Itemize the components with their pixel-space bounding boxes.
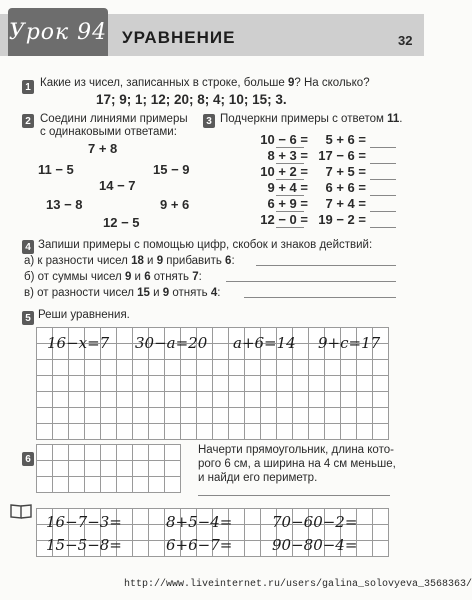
expression: 90−80−4=: [272, 536, 358, 554]
item-number: 4: [210, 287, 218, 299]
task-3-left-expr: [218, 148, 308, 163]
task-2-expr: 7 + 8: [88, 141, 118, 156]
task-2-number: 2: [22, 114, 34, 128]
task-3-right-text: 17 − 6 =: [318, 148, 366, 163]
task-2-expr: 14 − 7: [99, 178, 136, 193]
task-3-left-expr: [218, 196, 308, 211]
task-2-expr: 13 − 8: [46, 197, 83, 212]
answer-blank: [370, 211, 396, 212]
lesson-title: УРАВНЕНИЕ: [122, 28, 236, 47]
lesson-badge: [8, 8, 108, 56]
item-text: :: [198, 271, 202, 283]
task-3-right-text: 7 + 5 =: [325, 164, 366, 179]
task-3-right-expr: [300, 164, 366, 179]
item-text: и: [149, 287, 163, 299]
task-2-expr: 15 − 9: [153, 162, 190, 177]
task-3-number: 3: [203, 114, 215, 128]
book-icon: [10, 503, 34, 519]
task-3-left-text: 6 + 9 =: [267, 196, 308, 211]
task-6-grid[interactable]: [36, 444, 181, 493]
task-5-prompt: Реши уравнения.: [38, 309, 130, 321]
item-text: отнять: [150, 271, 193, 283]
answer-blank: [370, 147, 396, 148]
task-1-number: 1: [22, 80, 34, 94]
equation: 9+c=17: [318, 334, 381, 352]
task-3-right-expr: [300, 148, 366, 163]
task-1-prompt-text: Какие из чисел, записанных в строке, больше: [40, 77, 288, 89]
task-3-left-text: 12 − 0 =: [260, 212, 308, 227]
expression: 16−7−3=: [46, 513, 122, 531]
task-2-prompt-line1: Соедини линиями примеры: [40, 113, 188, 125]
item-text: и: [143, 255, 157, 267]
source-url[interactable]: http://www.liveinternet.ru/users/galina_solovyeva_3568363/: [124, 579, 472, 590]
task-2-prompt-line2: с одинаковыми ответами:: [40, 126, 177, 138]
answer-blank: [370, 227, 396, 228]
task-3-prompt: [220, 112, 402, 126]
item-text: в) от разности чисел: [24, 287, 138, 299]
task-3-right-expr: [300, 132, 366, 147]
task-4-item-a: [24, 254, 235, 268]
expression: 70−60−2=: [272, 513, 358, 531]
equation: a+6=14: [233, 334, 296, 352]
task-4-item-c: [24, 286, 220, 300]
task-3-prompt-end: .: [399, 113, 403, 125]
answer-line[interactable]: [244, 297, 396, 298]
equation: 16−x=7: [47, 334, 110, 352]
task-4-prompt: Запиши примеры с помощью цифр, скобок и знаков действий:: [38, 239, 373, 251]
task-2-expr: 11 − 5: [38, 162, 74, 177]
task-3-left-expr: [218, 180, 308, 195]
expression: 6+6−7=: [166, 536, 233, 554]
item-number: 15: [137, 287, 150, 299]
task-3-right-text: 6 + 6 =: [325, 180, 366, 195]
answer-line[interactable]: [198, 495, 390, 496]
equation: 30−a=20: [135, 334, 208, 352]
task-3-right-expr: [300, 196, 366, 211]
item-number: 9: [162, 287, 170, 299]
task-6-number: 6: [22, 452, 34, 466]
answer-blank: [370, 163, 396, 164]
item-number: 18: [131, 255, 144, 267]
answer-line[interactable]: [256, 265, 396, 266]
task-3-left-text: 10 + 2 =: [260, 164, 308, 179]
task-3-prompt-number: 11: [387, 113, 400, 125]
page-number: 32: [398, 33, 413, 48]
task-6-prompt-line3: и найди его периметр.: [198, 472, 318, 484]
answer-line[interactable]: [226, 281, 396, 282]
item-number: 9: [124, 271, 132, 283]
lesson-label: Урок 94: [8, 19, 108, 45]
item-text: и: [131, 271, 145, 283]
item-number: 6: [144, 271, 151, 283]
task-3-left-text: 9 + 4 =: [267, 180, 308, 195]
task-3-right-expr: [300, 180, 366, 195]
item-text: б) от суммы чисел: [24, 271, 125, 283]
item-number: 7: [192, 271, 199, 283]
task-6-prompt-line2: рого 6 см, а ширина на 4 см меньше,: [198, 458, 396, 470]
task-5-number: 5: [22, 311, 34, 325]
task-2-expr: 12 − 5: [103, 215, 140, 230]
item-text: прибавить: [163, 255, 226, 267]
task-3-right-text: 5 + 6 =: [325, 132, 366, 147]
task-1-prompt: [40, 76, 370, 90]
task-4-number: 4: [22, 240, 34, 254]
item-text: отнять: [169, 287, 211, 299]
task-1-prompt-end: ? На сколько?: [294, 77, 370, 89]
task-1-prompt-number: 9: [288, 77, 295, 89]
answer-blank: [370, 179, 396, 180]
task-3-left-expr: [218, 132, 308, 147]
task-3-left-expr: [218, 164, 308, 179]
task-1-numbers: 17; 9; 1; 12; 20; 8; 4; 10; 15; 3.: [96, 92, 287, 107]
expression: 8+5−4=: [166, 513, 233, 531]
item-number: 6: [225, 255, 232, 267]
expression: 15−5−8=: [46, 536, 122, 554]
task-6-prompt-line1: Начерти прямоугольник, длина кото-: [198, 444, 394, 456]
task-3-right-text: 7 + 4 =: [325, 196, 366, 211]
task-3-left-text: 10 − 6 =: [260, 132, 308, 147]
task-3-prompt-text: Подчеркни примеры с ответом: [220, 113, 388, 125]
task-2-expr: 9 + 6: [160, 197, 190, 212]
answer-blank: [276, 227, 304, 228]
task-4-item-b: [24, 270, 202, 284]
item-text: а) к разности чисел: [24, 255, 132, 267]
item-text: :: [231, 255, 235, 267]
task-3-right-text: 19 − 2 =: [318, 212, 366, 227]
item-number: 9: [156, 255, 164, 267]
item-text: :: [217, 287, 221, 299]
task-3-left-text: 8 + 3 =: [267, 148, 308, 163]
answer-blank: [370, 195, 396, 196]
task-3-left-expr: [218, 212, 308, 227]
task-3-right-expr: [300, 212, 366, 227]
